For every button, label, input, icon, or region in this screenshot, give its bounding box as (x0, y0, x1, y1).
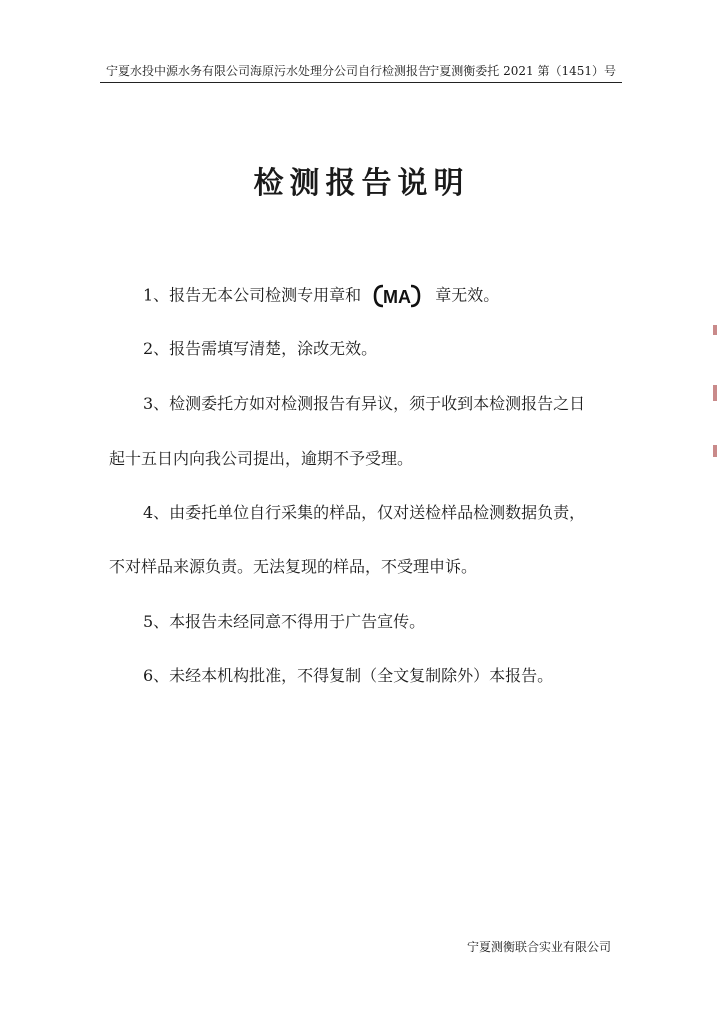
page-header (100, 62, 622, 83)
cma-stamp-icon (373, 283, 421, 309)
item-3-line-2: 起十五日内向我公司提出，逾期不予受理。 (109, 449, 414, 468)
item-1-text: 1、报告无本公司检测专用章和 (143, 285, 362, 305)
item-6: 6、未经本机构批准，不得复制（全文复制除外）本报告。 (143, 666, 554, 685)
footer-company: 宁夏测衡联合实业有限公司 (466, 940, 611, 954)
item-4-line-2: 不对样品来源负责。无法复现的样品，不受理申诉。 (109, 557, 478, 576)
edge-mark (713, 325, 717, 335)
item-2: 2、报告需填写清楚，涂改无效。 (143, 339, 378, 358)
item-1-suffix: 章无效。 (435, 285, 500, 305)
page-title: 检测报告说明 (253, 166, 470, 201)
edge-mark (713, 445, 717, 457)
item-3-line-1: 3、检测委托方如对检测报告有异议，须于收到本检测报告之日 (143, 394, 586, 413)
item-1 (143, 283, 499, 309)
edge-mark (713, 385, 717, 401)
header-company-report: 宁夏水投中源水务有限公司海原污水处理分公司自行检测报告 (106, 64, 431, 78)
item-5: 5、本报告未经同意不得用于广告宣传。 (143, 612, 426, 631)
cma-stamp-text: MA (383, 287, 412, 307)
header-report-number: 宁夏测衡委托 2021 第（1451）号 (427, 64, 616, 78)
item-4-line-1: 4、由委托单位自行采集的样品，仅对送检样品检测数据负责， (143, 503, 586, 522)
